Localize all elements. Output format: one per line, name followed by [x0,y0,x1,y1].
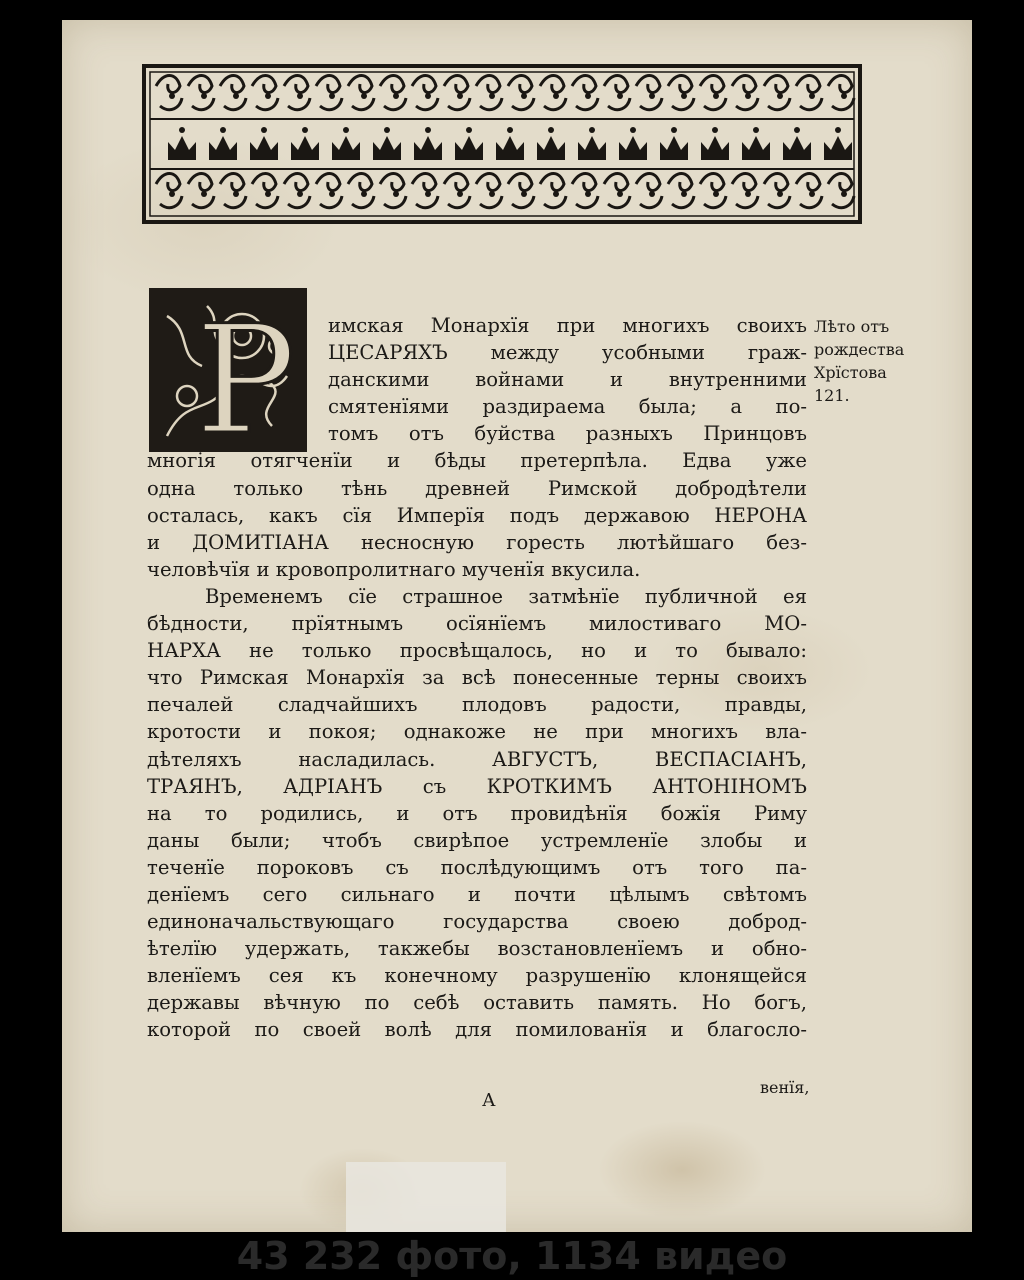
ornamental-header-band [142,64,862,224]
margin-note-line: рождества [814,340,905,359]
text-line: Временемъ сїе страшное затмѣнїе публичной ея [205,584,807,608]
text-line: на то родились, и отъ провидѣнїя божїя Риму [147,801,807,825]
text-line: смятенїями раздираема была; а по- [328,395,807,419]
text-line: даны были; чтобъ свирѣпое устремленїе злобы и [147,828,807,852]
text-line: печалей сладчайшихъ плодовъ радости, правды, [147,693,807,717]
text-line: вленїемъ сея къ конечному разрушенїю клонящейся [147,964,807,988]
text-line: кротости и покоя; однакоже не при многихъ вла- [147,720,807,744]
text-line: одна только тѣнь древней Римской добродѣтели [147,476,807,500]
text-line: что Римская Монархїя за всѣ понесенные терны своихъ [147,666,807,690]
text-line: ѣтелїю удержать, такжебы возстановленїемъ и обно- [147,937,807,961]
text-line: имская Монархїя при многихъ своихъ [328,314,807,337]
text-line: НАРХА не только просвѣщалось, но и то бывало: [147,639,807,663]
text-line: ЦЕСАРЯХЪ между усобными граж- [328,341,807,365]
text-line: которой по своей волѣ для помилованїя и благосло- [147,1018,807,1042]
book-page [62,20,972,1232]
margin-note-line: 121. [814,386,850,405]
text-line: многія отягченїи и бѣды претерпѣла. Едва уже [147,449,807,473]
margin-note-line: Хрїстова [814,363,887,382]
text-line: человѣчїя и кровопролитнаго мученїя вкусила. [147,557,641,581]
text-line: теченїе пороковъ съ послѣдующимъ отъ того па- [147,855,807,879]
margin-note [814,315,964,407]
margin-note-line: Лѣто отъ [814,317,890,336]
text-line: и ДОМИТІАНА несносную горесть лютѣйшаго без- [147,530,807,554]
text-line: единоначальствующаго государства своею доброд- [147,910,807,934]
drop-cap-letter: Р [195,294,296,454]
text-line: данскими войнами и внутренними [328,368,807,392]
text-line: томъ отъ буйства разныхъ Принцовъ [328,422,807,446]
text-line: дѣтеляхъ насладилась. АВГУСТЪ, ВЕСПАСІАНЪ, [147,747,807,771]
text-line: осталась, какъ сїя Имперїя подъ державою НЕРОНА [147,503,807,527]
body-text [147,312,807,1044]
text-line: ТРАЯНЪ, АДРІАНЪ съ КРОТКИМЪ АНТОНІНОМЪ [147,774,807,798]
catchword: венїя, [760,1078,810,1097]
text-line: бѣдности, прїятнымъ осїянїемъ милостиваго МО- [147,612,807,636]
text-line: державы вѣчную по себѣ оставить память. Но богъ, [147,991,807,1015]
text-line: денїемъ сего сильнаго и почти цѣлымъ свѣтомъ [147,882,807,906]
paper-patch [346,1162,506,1232]
signature-mark: А [482,1090,496,1111]
media-count-caption: 43 232 фото, 1134 видео [236,1234,788,1278]
